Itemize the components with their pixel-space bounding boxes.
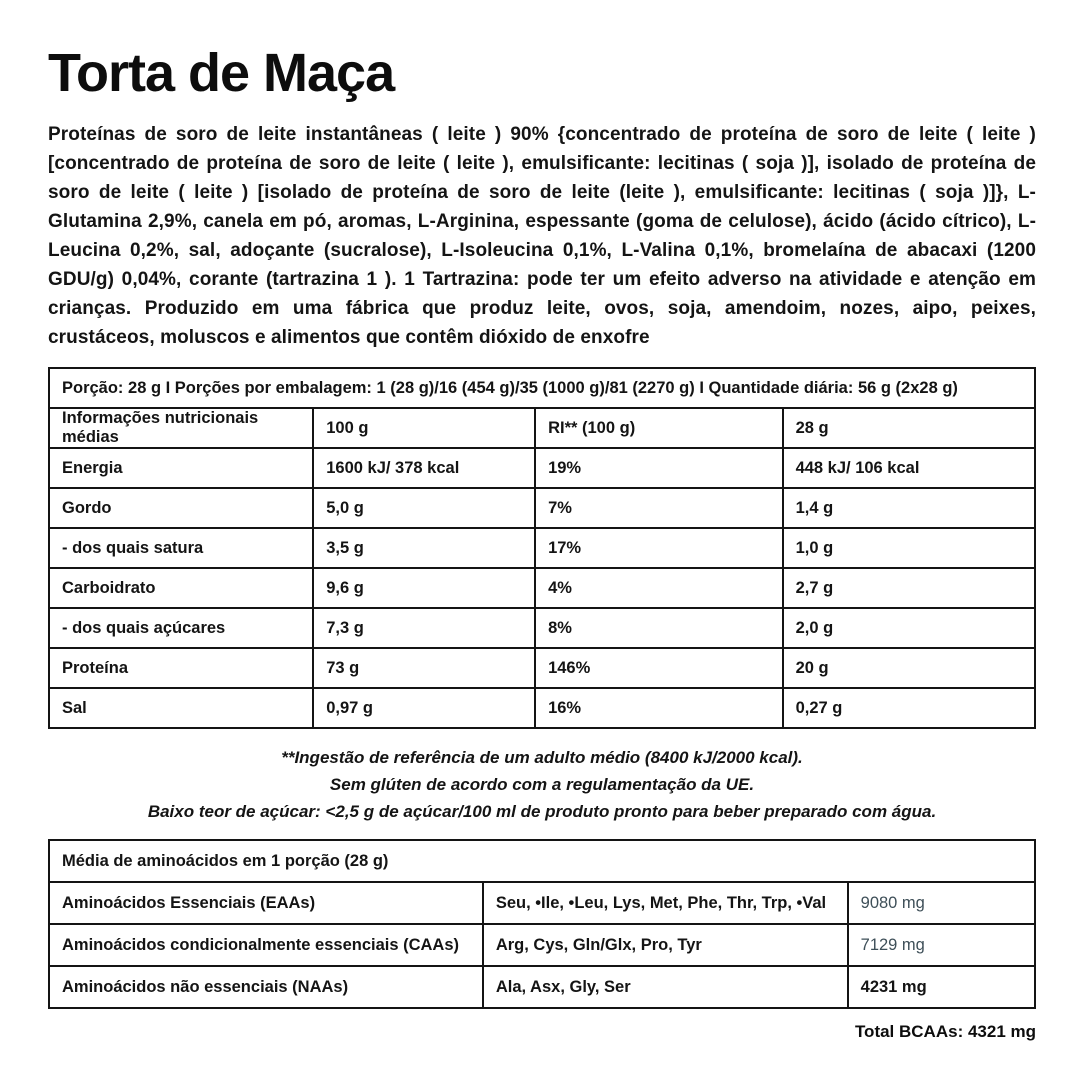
amino-list: Seu, •Ile, •Leu, Lys, Met, Phe, Thr, Trp, •Val [483, 882, 848, 924]
table-row [49, 608, 1035, 648]
nutrient-label: - dos quais açúcares [49, 608, 313, 648]
amino-table-title: Média de aminoácidos em 1 porção (28 g) [49, 840, 1035, 882]
nutrient-label: Energia [49, 448, 313, 488]
value-ri-percent: 4% [535, 568, 782, 608]
footnote-low-sugar: Baixo teor de açúcar: <2,5 g de açúcar/100 ml de produto pronto para beber preparado com água. [147, 802, 937, 821]
amino-acids-table [48, 839, 1036, 1009]
footnote-gluten-free: Sem glúten de acordo com a regulamentação da UE. [329, 775, 755, 794]
amino-amount: 4231 mg [848, 966, 1035, 1008]
column-header-ri: RI** (100 g) [535, 408, 782, 448]
amino-list: Arg, Cys, Gln/Glx, Pro, Tyr [483, 924, 848, 966]
column-header-100g: 100 g [313, 408, 535, 448]
ingredients-text: Proteínas de soro de leite instantâneas ( leite ) 90% {concentrado de proteína de soro de leite ( leite ) [concentrado de proteína de soro de leite ( leite ), emulsificante: lecitinas ( soja )], isolado de proteína de soro de leite ( leite ) [isolado de proteína de soro de leite (leite ), emulsificante: lecitinas ( soja )]}, L-Glutamina 2,9%, canela em pó, aromas, L-Arginina, espessante (goma de celulose), ácido (ácido cítrico), L-Leucina 0,2%, sal, adoçante (sucralose), L-Isoleucina 0,1%, L-Valina 0,1%, bromelaína de abacaxi (1200 GDU/g) 0,04%, corante (tartrazina 1 ). 1 Tartrazina: pode ter um efeito adverso na atividade e atenção em crianças. Produzido em uma fábrica que produz leite, ovos, soja, amendoim, nozes, aipo, peixes, crustáceos, moluscos e alimentos que contêm dióxido de enxofre [48, 124, 1036, 348]
value-ri-percent: 8% [535, 608, 782, 648]
serving-info-row [49, 368, 1035, 408]
value-per-28g: 448 kJ/ 106 kcal [783, 448, 1035, 488]
footnotes [48, 744, 1036, 825]
table-row [49, 648, 1035, 688]
nutrient-label: Carboidrato [49, 568, 313, 608]
amino-group-label: Aminoácidos não essenciais (NAAs) [49, 966, 483, 1008]
amino-list: Ala, Asx, Gly, Ser [483, 966, 848, 1008]
table-row [49, 488, 1035, 528]
value-per-100g: 3,5 g [313, 528, 535, 568]
value-ri-percent: 19% [535, 448, 782, 488]
value-per-28g: 2,7 g [783, 568, 1035, 608]
footnote-reference-intake: **Ingestão de referência de um adulto médio (8400 kJ/2000 kcal). [281, 748, 803, 767]
value-per-28g: 0,27 g [783, 688, 1035, 728]
table-row [49, 528, 1035, 568]
table-row [49, 568, 1035, 608]
value-per-100g: 5,0 g [313, 488, 535, 528]
value-per-28g: 2,0 g [783, 608, 1035, 648]
table-row [49, 688, 1035, 728]
value-per-28g: 1,4 g [783, 488, 1035, 528]
nutrient-label: - dos quais satura [49, 528, 313, 568]
value-per-100g: 0,97 g [313, 688, 535, 728]
nutrient-label: Sal [49, 688, 313, 728]
amino-group-label: Aminoácidos condicionalmente essenciais (CAAs) [49, 924, 483, 966]
value-ri-percent: 16% [535, 688, 782, 728]
value-ri-percent: 146% [535, 648, 782, 688]
product-title: Torta de Maça [48, 43, 395, 103]
value-per-100g: 73 g [313, 648, 535, 688]
value-per-100g: 1600 kJ/ 378 kcal [313, 448, 535, 488]
nutrition-header-row [49, 408, 1035, 448]
amino-group-label: Aminoácidos Essenciais (EAAs) [49, 882, 483, 924]
value-per-28g: 20 g [783, 648, 1035, 688]
column-header-28g: 28 g [783, 408, 1035, 448]
table-row [49, 448, 1035, 488]
amino-amount: 7129 mg [848, 924, 1035, 966]
value-per-28g: 1,0 g [783, 528, 1035, 568]
amino-amount: 9080 mg [848, 882, 1035, 924]
amino-header-row [49, 840, 1035, 882]
value-per-100g: 7,3 g [313, 608, 535, 648]
total-bcaas: Total BCAAs: 4321 mg [854, 1022, 1036, 1041]
value-ri-percent: 17% [535, 528, 782, 568]
nutrition-table [48, 367, 1036, 729]
table-row [49, 966, 1035, 1008]
nutrient-label: Proteína [49, 648, 313, 688]
table-row [49, 882, 1035, 924]
column-header-nutrient: Informações nutricionais médias [49, 408, 313, 448]
table-row [49, 924, 1035, 966]
value-per-100g: 9,6 g [313, 568, 535, 608]
value-ri-percent: 7% [535, 488, 782, 528]
serving-info: Porção: 28 g I Porções por embalagem: 1 (28 g)/16 (454 g)/35 (1000 g)/81 (2270 g) I Quantidade diária: 56 g (2x28 g) [49, 368, 1035, 408]
nutrient-label: Gordo [49, 488, 313, 528]
